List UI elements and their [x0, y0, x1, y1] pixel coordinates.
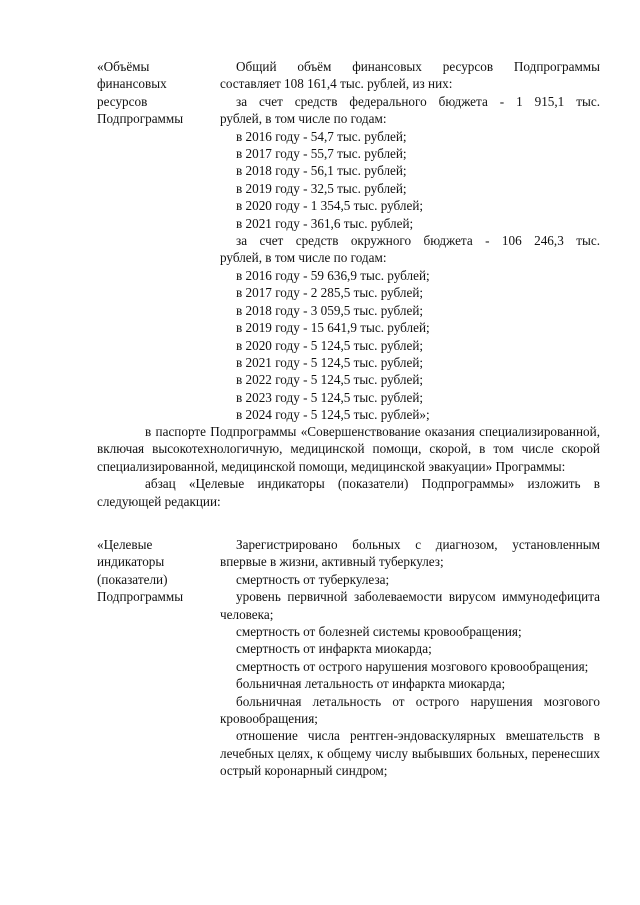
indicators-label-line: индикаторы: [97, 554, 165, 570]
finance-line: рублей, в том числе по годам:: [220, 111, 387, 127]
finance-line: в 2018 году - 56,1 тыс. рублей;: [236, 163, 407, 179]
finance-line: за счет средств окружного бюджета - 106 246,3 тыс.: [236, 233, 600, 249]
finance-line: рублей, в том числе по годам:: [220, 250, 387, 266]
finance-line: в 2016 году - 54,7 тыс. рублей;: [236, 128, 407, 144]
indicators-content: [220, 536, 600, 780]
indicators-label-line: Подпрограммы: [97, 589, 184, 605]
indicator-item: смертность от острого нарушения мозгового кровообращения;: [236, 658, 589, 674]
finance-line: составляет 108 161,4 тыс. рублей, из них:: [220, 76, 453, 92]
finance-line: в 2022 году - 5 124,5 тыс. рублей;: [236, 372, 424, 388]
finance-label-line: ресурсов: [97, 93, 148, 109]
finance-line: за счет средств федерального бюджета - 1 915,1 тыс.: [236, 93, 600, 109]
finance-line: в 2017 году - 55,7 тыс. рублей;: [236, 146, 407, 162]
finance-label-line: Подпрограммы: [97, 111, 184, 127]
passport-paragraph: в паспорте Подпрограммы «Совершенствование оказания специализированной, включая высокотехнологичную, медицинской помощи, скорой, в том числе скорой специализированной, медицинской помощи, медицинской эвакуации» Программы:: [97, 424, 600, 474]
finance-label-line: «Объёмы: [97, 59, 150, 74]
finance-line: в 2023 году - 5 124,5 тыс. рублей;: [236, 389, 424, 405]
indicator-item: уровень первичной заболеваемости вирусом иммунодефицита человека;: [220, 589, 600, 622]
indicators-label: [97, 536, 212, 606]
finance-line: в 2020 году - 5 124,5 тыс. рублей;: [236, 337, 424, 353]
finance-line: в 2019 году - 15 641,9 тыс. рублей;: [236, 320, 430, 336]
finance-line: в 2020 году - 1 354,5 тыс. рублей;: [236, 198, 424, 214]
indicator-item: смертность от туберкулеза;: [236, 571, 390, 587]
indicators-label-line: «Целевые: [97, 537, 153, 552]
finance-line: в 2021 году - 5 124,5 тыс. рублей;: [236, 354, 424, 370]
finance-line: в 2019 году - 32,5 тыс. рублей;: [236, 180, 407, 196]
finance-line: в 2017 году - 2 285,5 тыс. рублей;: [236, 285, 424, 301]
finance-line: в 2016 году - 59 636,9 тыс. рублей;: [236, 267, 430, 283]
indicator-item: Зарегистрировано больных с диагнозом, установленным впервые в жизни, активный туберкулез;: [220, 537, 600, 570]
finance-line: Общий объём финансовых ресурсов Подпрограммы: [236, 59, 600, 74]
indicators-paragraph: абзац «Целевые индикаторы (показатели) Подпрограммы» изложить в следующей редакции:: [97, 476, 600, 509]
finance-label: [97, 58, 212, 128]
indicator-item: смертность от инфаркта миокарда;: [236, 641, 432, 657]
indicators-label-line: (показатели): [97, 571, 168, 587]
indicator-item: больничная летальность от инфаркта миокарда;: [236, 676, 506, 692]
finance-label-line: финансовых: [97, 76, 167, 92]
finance-content: [220, 58, 600, 424]
indicator-item: больничная летальность от острого нарушения мозгового кровообращения;: [220, 693, 600, 727]
passport-paragraphs: [97, 423, 600, 510]
finance-line: в 2021 году - 361,6 тыс. рублей;: [236, 215, 414, 231]
indicator-item: смертность от болезней системы кровообращения;: [236, 624, 522, 640]
finance-line: в 2024 году - 5 124,5 тыс. рублей»;: [236, 407, 430, 423]
finance-line: в 2018 году - 3 059,5 тыс. рублей;: [236, 302, 424, 318]
indicator-item: отношение числа рентген-эндоваскулярных вмешательств в лечебных целях, к общему числу выбывших больных, перенесших острый коронарный синдром;: [220, 728, 600, 779]
